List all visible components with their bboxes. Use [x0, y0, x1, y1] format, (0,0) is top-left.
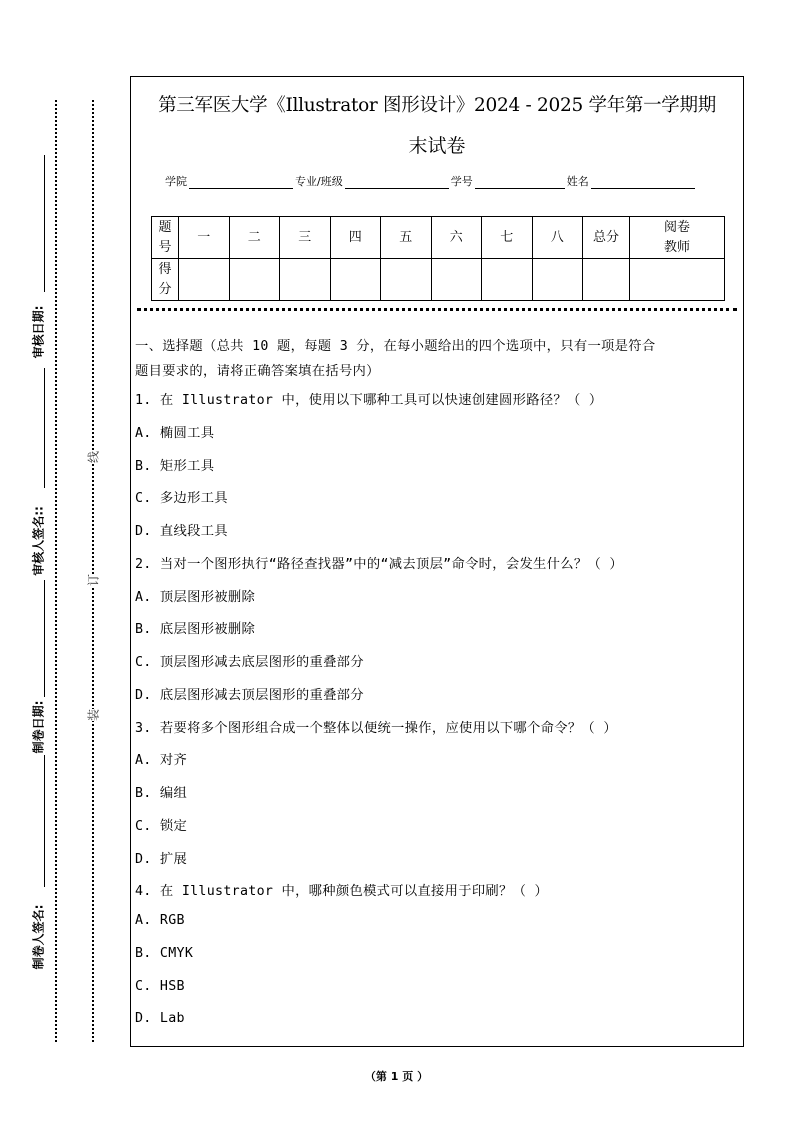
answer-option: D. 直线段工具 — [135, 524, 228, 539]
name-field[interactable] — [591, 176, 695, 189]
score-cell[interactable] — [280, 259, 331, 301]
score-cell[interactable] — [532, 259, 583, 301]
col-total: 总分 — [583, 217, 630, 259]
page-number: （第 1 页 ） — [364, 1070, 429, 1083]
student-id-field[interactable] — [475, 176, 565, 189]
answer-option: A. 对齐 — [135, 753, 188, 769]
score-cell[interactable] — [482, 259, 533, 301]
answer-option: C. HSB — [135, 978, 185, 994]
score-cell[interactable] — [229, 259, 280, 301]
binding-dotted-line-outer — [55, 100, 57, 1042]
exam-title-line2: 末试卷 — [408, 135, 466, 157]
score-table — [151, 216, 725, 301]
binding-dotted-line-inner — [92, 100, 94, 1042]
answer-option: A. 顶层图形被删除 — [135, 589, 256, 605]
major-class-field[interactable] — [345, 176, 449, 189]
col-5: 五 — [381, 217, 432, 259]
score-table-header-row — [152, 217, 725, 259]
score-cell[interactable] — [583, 259, 630, 301]
answer-option: B. 矩形工具 — [135, 458, 215, 474]
exam-title-line1: 第三军医大学《Illustrator 图形设计》2024 - 2025 学年第一学期期 — [158, 95, 716, 116]
answer-option: A. RGB — [135, 913, 185, 928]
reviewer-signature-label: 审核人签名:: — [31, 506, 46, 576]
section-heading-line1: 一、选择题（总共 10 题，每题 3 分，在每小题给出的四个选项中，只有一项是符合 — [135, 339, 656, 354]
exam-frame — [130, 76, 744, 1047]
compile-date-label: 制卷日期: — [31, 700, 46, 754]
binding-mark-xian: 线 — [86, 450, 101, 464]
signature-line — [44, 755, 45, 887]
question-stem: 1. 在 Illustrator 中，使用以下哪种工具可以快速创建圆形路径？（ ） — [135, 393, 603, 408]
review-date-label: 审核日期: — [31, 305, 46, 359]
question-stem: 3. 若要将多个图形组合成一个整体以便统一操作，应使用以下哪个命令？（ ） — [135, 720, 617, 736]
answer-option: D. Lab — [135, 1011, 185, 1027]
compiler-signature-label: 制卷人签名: — [31, 904, 46, 970]
name-label: 姓名 — [566, 175, 589, 188]
score-cell[interactable] — [179, 259, 230, 301]
score-label: 得分 — [152, 259, 179, 301]
score-table-score-row — [152, 259, 725, 301]
signature-line — [44, 580, 45, 697]
col-1: 一 — [179, 217, 230, 259]
signature-line — [44, 368, 45, 488]
student-id-label: 学号 — [450, 175, 473, 188]
question-number-label: 题号 — [152, 217, 179, 259]
question-stem: 4. 在 Illustrator 中，哪种颜色模式可以直接用于印刷？（ ） — [135, 884, 549, 900]
col-7: 七 — [482, 217, 533, 259]
score-cell[interactable] — [630, 259, 725, 301]
col-4: 四 — [330, 217, 381, 259]
answer-option: B. 编组 — [135, 786, 188, 801]
question-stem: 2. 当对一个图形执行“路径查找器”中的“减去顶层”命令时，会发生什么？（ ） — [135, 556, 623, 572]
seal-dotted-divider — [137, 308, 737, 311]
score-cell[interactable] — [431, 259, 482, 301]
score-cell[interactable] — [381, 259, 432, 301]
answer-option: D. 扩展 — [135, 851, 188, 867]
signature-line — [44, 155, 45, 292]
answer-option: C. 顶层图形减去底层图形的重叠部分 — [135, 655, 364, 670]
col-grader: 阅卷教师 — [630, 217, 725, 259]
answer-option: B. CMYK — [135, 945, 194, 961]
col-2: 二 — [229, 217, 280, 259]
answer-option: D. 底层图形减去顶层图形的重叠部分 — [135, 687, 364, 703]
score-cell[interactable] — [330, 259, 381, 301]
college-label: 学院 — [165, 175, 187, 188]
answer-option: C. 锁定 — [135, 818, 188, 834]
col-6: 六 — [431, 217, 482, 259]
college-field[interactable] — [189, 176, 293, 189]
major-class-label: 专业/班级 — [295, 175, 343, 188]
answer-option: C. 多边形工具 — [135, 491, 228, 507]
binding-mark-ding: 订 — [86, 573, 101, 587]
student-info-row — [165, 173, 697, 189]
answer-option: A. 椭圆工具 — [135, 425, 215, 441]
answer-option: B. 底层图形被删除 — [135, 622, 256, 638]
binding-mark-zhuang: 装 — [86, 708, 101, 722]
col-3: 三 — [280, 217, 331, 259]
section-heading-line2: 题目要求的，请将正确答案填在括号内） — [135, 364, 380, 379]
col-8: 八 — [532, 217, 583, 259]
